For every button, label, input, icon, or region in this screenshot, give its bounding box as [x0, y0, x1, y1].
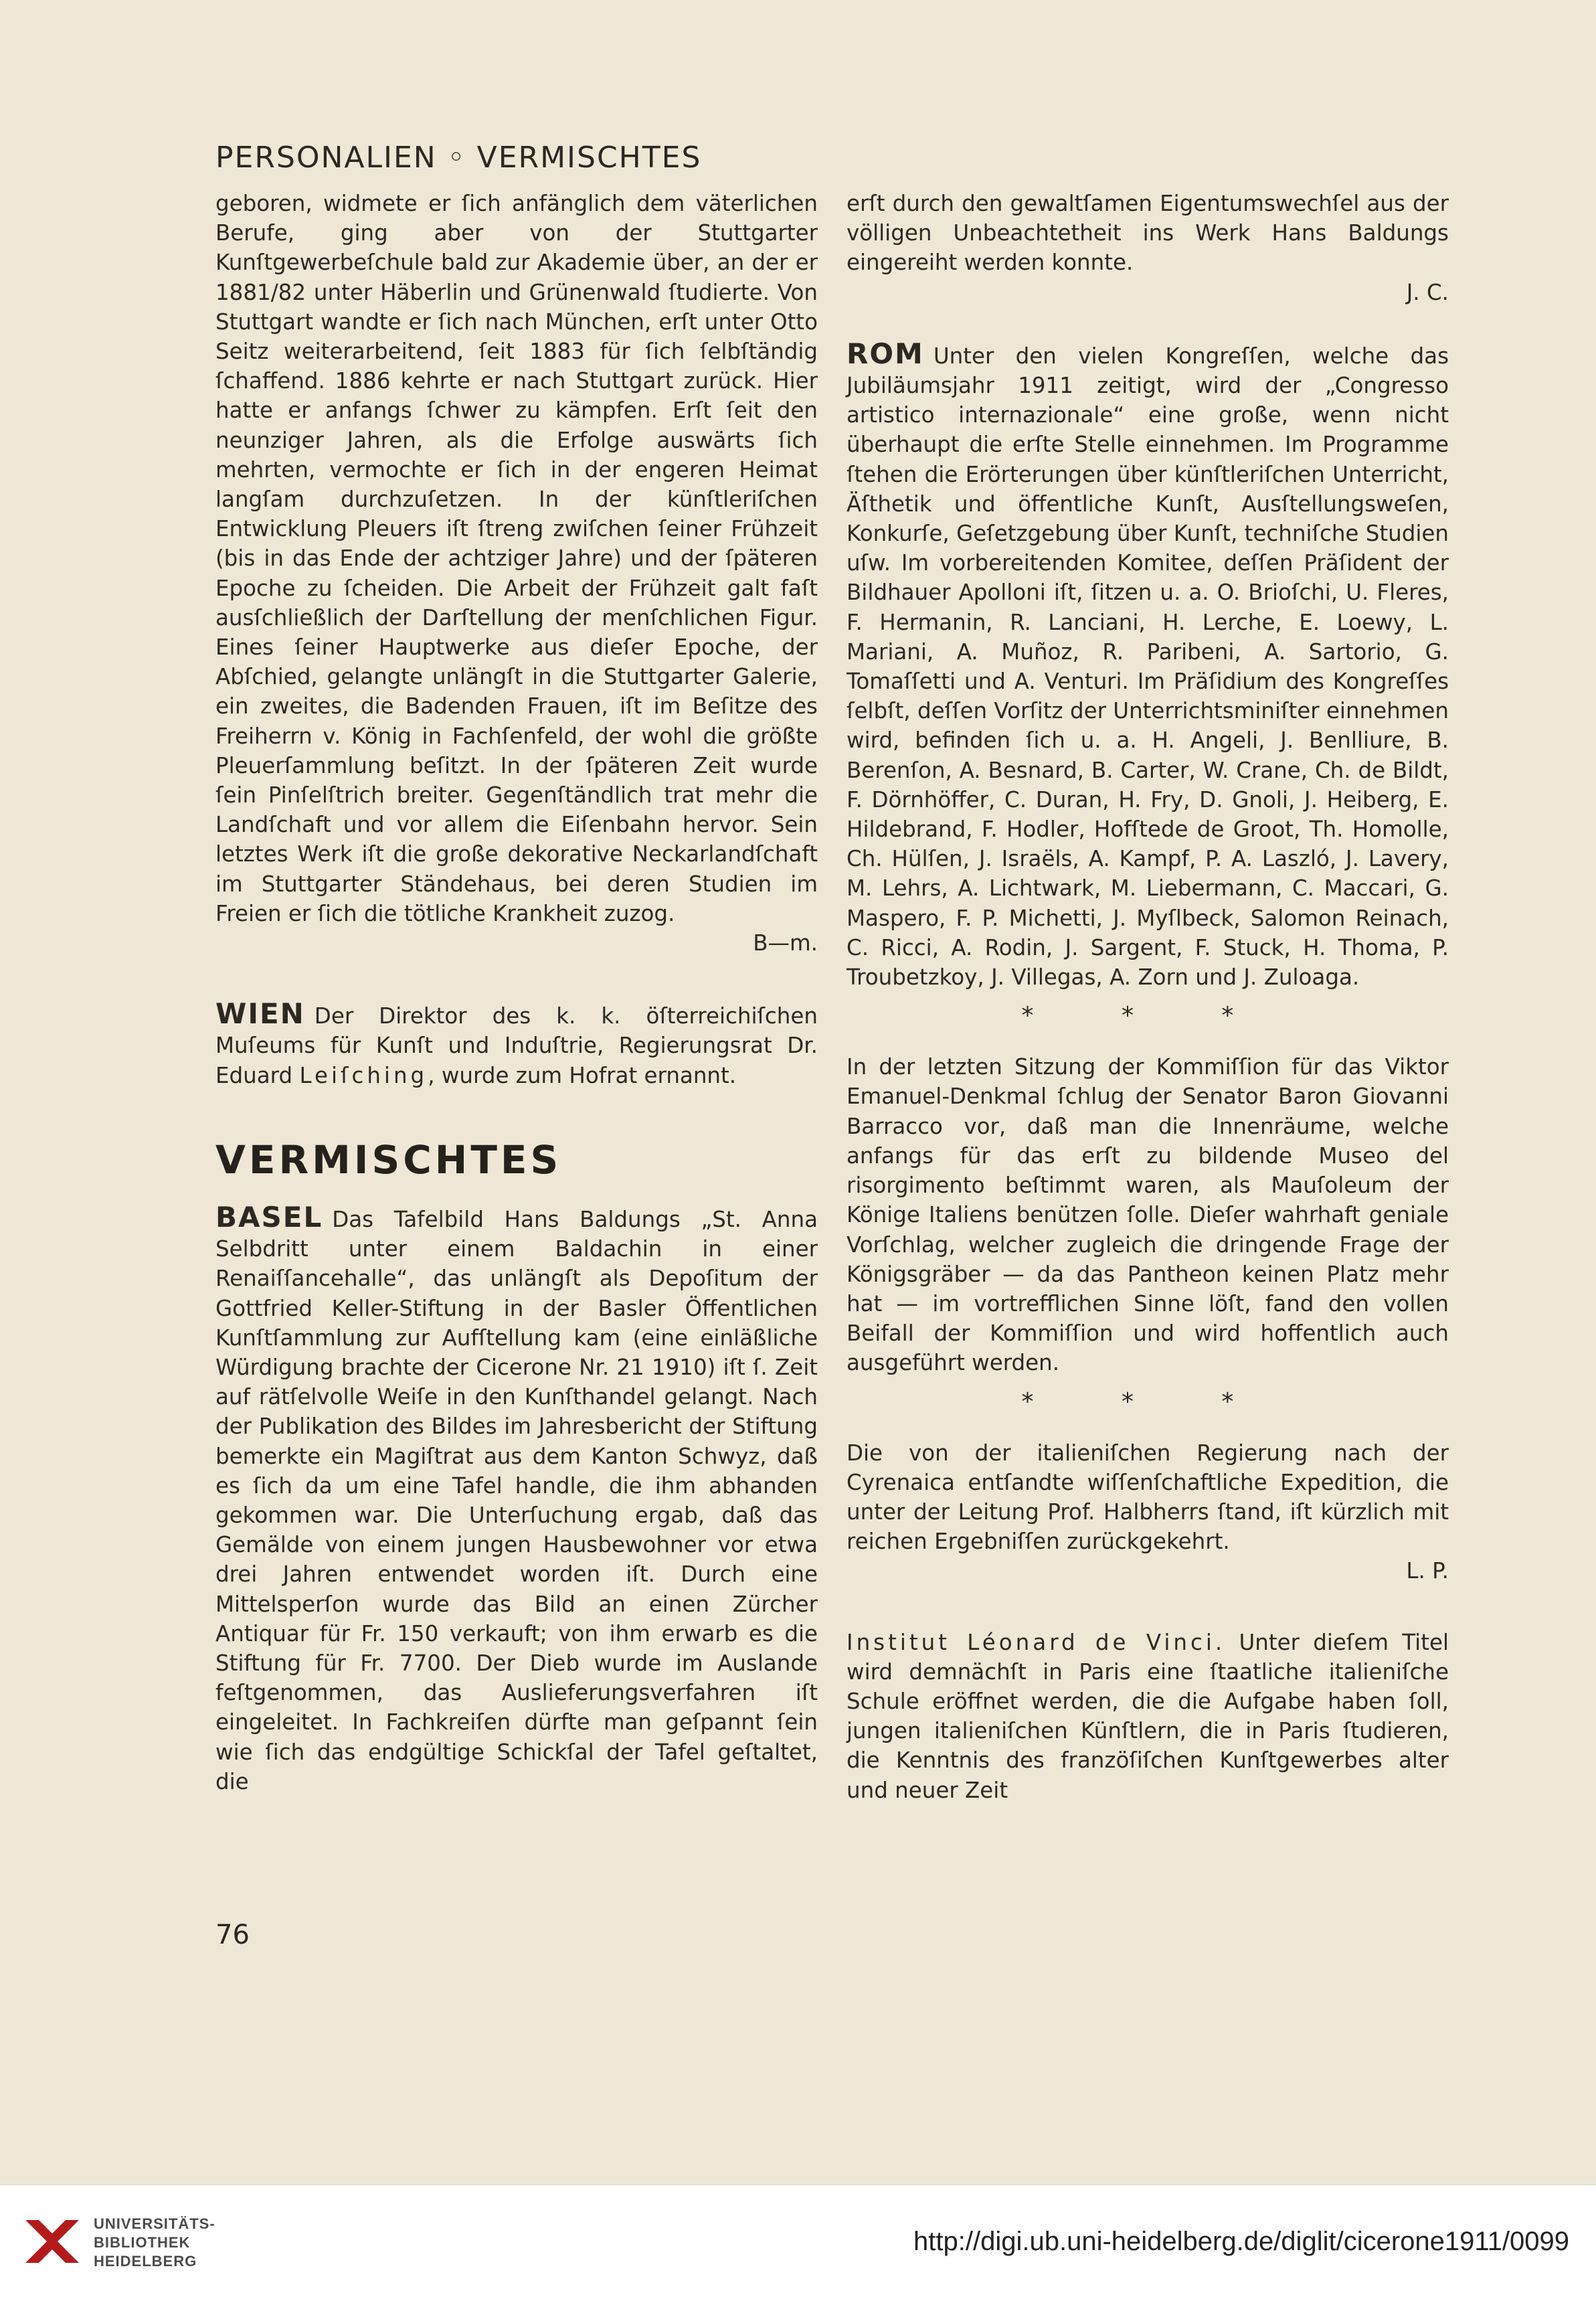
basel-continuation-text: erſt durch den gewaltſamen Eigentumswechſel aus der völligen Unbeachtetheit ins Werk Hans Baldungs eingereiht werden konnte. [847, 191, 1449, 276]
denkmal-paragraph: In der letzten Sitzung der Kommiſſion für das Viktor Emanuel-Denkmal ſchlug der Senator Baron Giovanni Barracco vor, daß man die Innenräume, welche anfangs für das erſt zu bildende Museo del risorgimento beſtimmt waren, als Mauſoleum der Könige Italiens benützen ſolle. Dieſer wahrhaft geniale Vorſchlag, welcher zugleich die dringende Frage der Königsgräber — da das Pantheon keinen Platz mehr hat — im vortrefflichen Sinne löſt, fand den vollen Beifall der Kommiſſion und wird hoffentlich auch ausgeführt werden. [847, 1054, 1449, 1376]
wien-heading: WIEN [215, 997, 305, 1031]
library-name-line: HEIDELBERG [94, 2253, 197, 2270]
rom-paragraph [847, 339, 1449, 992]
section-title: VERMISCHTES [215, 1136, 562, 1183]
university-library-logo-icon [19, 2207, 86, 2274]
rom-heading: ROM [847, 337, 924, 370]
basel-paragraph [215, 1200, 818, 1796]
cyrenaica-text: Die von der italieniſchen Regierung nach der Cyrenaica entſandte wiſſenſchaftliche Expedition, die unter der Leitung Prof. Halbherrs ſtand, iſt kürzlich mit reichen Ergebniſſen zurückgekehrt. [847, 1440, 1449, 1555]
wien-paragraph [215, 999, 818, 1090]
wien-text-end: , wurde zum Hofrat ernannt. [428, 1062, 737, 1088]
institut-text: Unter dieſem Titel wird demnächſt in Paris eine ſtaatliche italieniſche Schule eröffnet werden, die die Aufgabe haben ſoll, jungen italieniſchen Künſtlern, die in Paris ſtudieren, die Kenntnis des franzöſiſchen Kunſtgewerbes alter und neuer Zeit [847, 1629, 1449, 1803]
author-signature: J. C. [1406, 279, 1449, 305]
institut-paragraph [847, 1628, 1449, 1805]
permalink-url[interactable]: http://digi.ub.uni-heidelberg.de/diglit/cicerone1911/0099 [913, 2227, 1569, 2256]
author-signature: L. P. [1406, 1558, 1449, 1584]
author-signature: B—m. [753, 930, 818, 956]
library-name-line: UNIVERSITÄTS- [94, 2215, 215, 2232]
basel-text: Das Tafelbild Hans Baldungs „St. Anna Selbdritt unter einem Baldachin in einer Renaiſſancehalle“, das unlängſt als Depoſitum der Gottfried Keller-Stiftung in der Basler Öffentlichen Kunſtſammlung zur Aufſtellung kam (eine einläßliche Würdigung brachte der Cicerone Nr. 21 1910) iſt ſ. Zeit auf rätſelvolle Weiſe in den Kunſthandel gelangt. Nach der Publikation des Bildes im Jahresbericht der Stiftung bemerkte ein Magiſtrat aus dem Kanton Schwyz, daß es ſich da um eine Tafel handle, die ihm abhanden gekommen war. Die Unterſuchung ergab, daß das Gemälde von einem jungen Hausbewohner vor etwa drei Jahren entwendet worden iſt. Durch eine Mittelsperſon wurde das Bild an einen Zürcher Antiquar für Fr. 150 verkauft; von ihm erwarb es die Stiftung für Fr. 7700. Der Dieb wurde im Auslande feſtgenommen, das Auslieferungsverfahren iſt eingeleitet. In Fachkreiſen dürfte man geſpannt ſein wie ſich das endgültige Schickſal der Tafel geſtaltet, die [215, 1206, 818, 1794]
running-head: PERSONALIEN ◦ VERMISCHTES [215, 141, 702, 175]
cyrenaica-paragraph [847, 1438, 1449, 1586]
basel-continuation-paragraph [847, 189, 1449, 307]
wien-text: Der Direktor des k. k. öſterreichiſchen Muſeums für Kunſt und Induſtrie, Regierungsrat Dr. Eduard [215, 1003, 818, 1088]
section-divider-stars: * * * [1021, 1002, 1274, 1030]
pleuer-obituary-text: geboren, widmete er ſich anfänglich dem väterlichen Berufe, ging aber von der Stuttgarter Kunſtgewerbeſchule bald zur Akademie über, an der er 1881/82 unter Häberlin und Grünenwald ſtudierte. Von Stuttgart wandte er ſich nach München, erſt unter Otto Seitz weiterarbeitend, ſeit 1883 für ſich ſelbſtändig ſchaffend. 1886 kehrte er nach Stuttgart zurück. Hier hatte er anfangs ſchwer zu kämpfen. Erſt ſeit den neunziger Jahren, als die Erfolge auswärts ſich mehrten, vermochte er ſich in der engeren Heimat langſam durchzuſetzen. In der künſtleriſchen Entwicklung Pleuers iſt ſtreng zwiſchen ſeiner Frühzeit (bis in das Ende der achtziger Jahre) und der ſpäteren Epoche zu ſcheiden. Die Arbeit der Frühzeit galt faſt ausſchließlich der Darſtellung der menſchlichen Figur. Eines ſeiner Hauptwerke aus dieſer Epoche, der Abſchied, gelangte unlängſt in die Stuttgarter Galerie, ein zweites, die Badenden Frauen, iſt im Beſitze des Freiherrn v. König in Fachſenfeld, der wohl die größte Pleuerſammlung beſitzt. In der ſpäteren Zeit wurde ſein Pinſelſtrich breiter. Gegenſtändlich trat mehr die Landſchaft und vor allem die Eiſenbahn hervor. Sein letztes Werk iſt die große dekorative Neckarlandſchaft im Stuttgarter Ständehaus, bei deren Studien im Freien er ſich die tötliche Krankheit zuzog. [215, 191, 818, 926]
library-name-line: BIBLIOTHEK [94, 2234, 191, 2251]
pleuer-obituary-paragraph [215, 189, 818, 958]
section-divider-stars: * * * [1021, 1387, 1274, 1416]
left-column [215, 189, 818, 1796]
right-column [847, 189, 1449, 1805]
footer-bar [0, 2185, 1596, 2299]
rom-text: Unter den vielen Kongreſſen, welche das Jubiläumsjahr 1911 zeitigt, wird der „Congresso artistico internazionale“ eine große, wenn nicht überhaupt die erſte Stelle einnehmen. Im Programme ſtehen die Erörterungen über künſtleriſchen Unterricht, Äſthetik und öffentliche Kunſt, Ausſtellungsweſen, Konkurſe, Geſetzgebung über Kunſt, techniſche Studien uſw. Im vorbereitenden Komitee, deſſen Präſident der Bildhauer Apolloni iſt, ſitzen u. a. O. Brioſchi, U. Fleres, F. Hermanin, R. Lanciani, H. Lerche, E. Loewy, L. Mariani, A. Muñoz, R. Paribeni, A. Sartorio, G. Tomaſſetti und A. Venturi. Im Präſidium des Kongreſſes ſelbſt, deſſen Vorſitz der Unterrichtsminiſter einnehmen wird, befinden ſich u. a. H. Angeli, J. Benlliure, B. Berenſon, A. Besnard, B. Carter, W. Crane, Ch. de Bildt, F. Dörnhöffer, C. Duran, H. Fry, D. Gnoli, J. Heiberg, E. Hildebrand, F. Hodler, Hofſtede de Groot, Th. Homolle, Ch. Hülſen, J. Israëls, A. Kampf, P. A. Laszló, J. Lavery, M. Lehrs, A. Lichtwark, M. Liebermann, C. Maccari, G. Maspero, F. P. Michetti, J. Myſlbeck, Salomon Reinach, C. Ricci, A. Rodin, J. Sargent, F. Stuck, H. Thoma, P. Troubetzkoy, J. Villegas, A. Zorn und J. Zuloaga. [847, 343, 1449, 991]
basel-heading: BASEL [215, 1200, 323, 1233]
page-number: 76 [215, 1920, 250, 1950]
institut-heading: Institut Léonard de Vinci. [847, 1629, 1226, 1655]
wien-person-name: Leiſching [299, 1062, 428, 1088]
library-name [94, 2215, 215, 2271]
